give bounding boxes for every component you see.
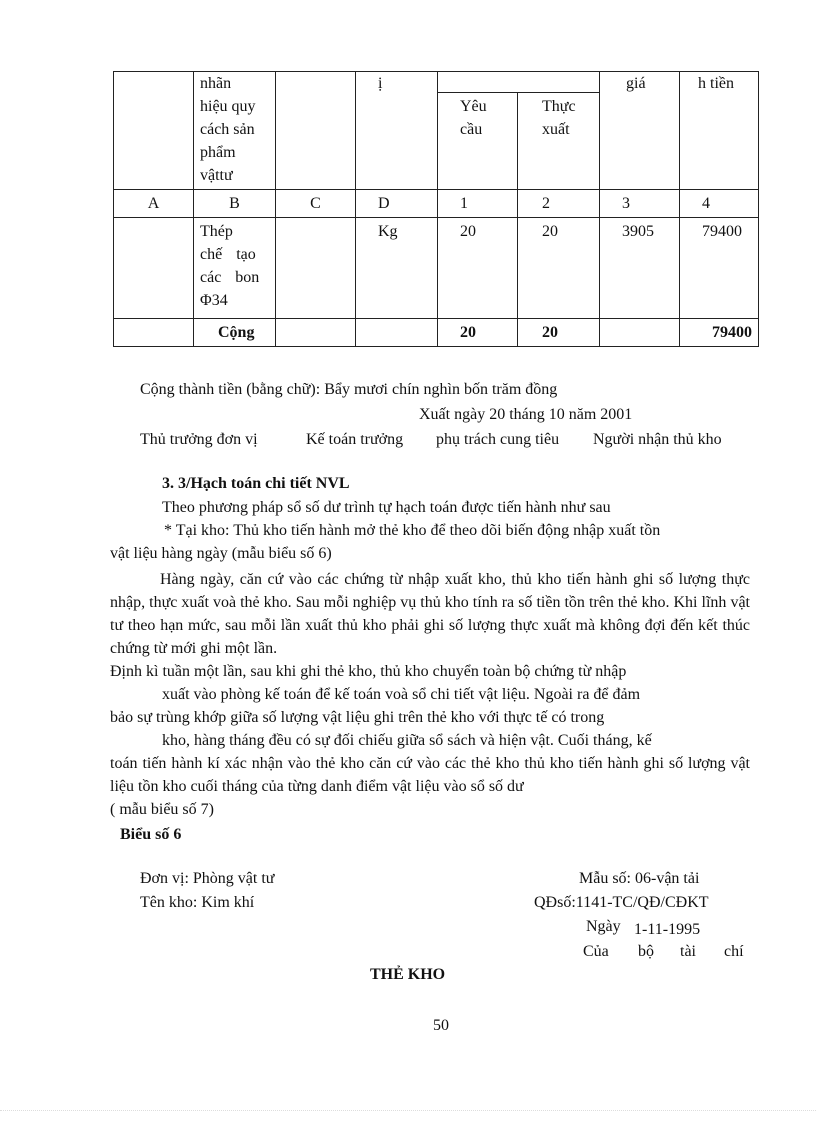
total-cell-blank [600, 319, 680, 347]
code-cell: 3 [600, 190, 680, 218]
item-cell-blank [114, 218, 194, 319]
text-line: xuất vào phòng kế toán để kế toán voà sổ chi tiết vật liệu. Ngoài ra để đảm [162, 686, 641, 703]
table-code-row [114, 190, 759, 218]
code-cell: 4 [680, 190, 759, 218]
total-cell-blank [114, 319, 194, 347]
header-cell-unit [356, 72, 438, 190]
header-text: xuất [542, 121, 570, 139]
header-text: h tiền [698, 75, 734, 92]
signature-receiver: Người nhận thủ kho [593, 431, 722, 448]
total-amount-cell: 79400 [680, 319, 759, 347]
header-text: Thực [542, 98, 576, 116]
decision-number: QĐsố:1141-TC/QĐ/CĐKT [534, 894, 709, 911]
ministry-word: chí [724, 943, 744, 960]
issue-date: Xuất ngày 20 tháng 10 năm 2001 [419, 406, 633, 423]
ministry-word: tài [680, 943, 696, 960]
form-code: Mẫu số: 06-vận tải [579, 870, 700, 887]
section-heading: 3. 3/Hạch toán chi tiết NVL [162, 475, 350, 492]
item-cell-blank [276, 218, 356, 319]
ministry-word: Của [583, 943, 609, 960]
text-line: ( mẫu biểu số 7) [110, 801, 214, 818]
header-cell-price [600, 72, 680, 190]
item-amount-cell: 79400 [680, 218, 759, 319]
text-line: bảo sự trùng khớp giữa số lượng vật liệu ghi trên thẻ kho với thực tế có trong [110, 709, 605, 726]
code-cell: B [194, 190, 276, 218]
decision-date-label: Ngày [586, 918, 621, 935]
header-text: nhãn [200, 75, 232, 92]
text-line: Theo phương pháp sổ số dư trình tự hạch toán được tiến hành như sau [162, 499, 611, 516]
signature-chief-accountant: Kế toán trưởng [306, 431, 404, 448]
header-text: phẩm [200, 144, 236, 161]
item-name-cell [194, 218, 276, 319]
page-number: 50 [433, 1017, 449, 1034]
item-name-line: Φ34 [200, 292, 228, 309]
paragraph: Hàng ngày, căn cứ vào các chứng từ nhập xuất kho, thủ kho tiến hành ghi số lượng thực nhập, thực xuất voà thẻ kho. Sau mỗi nghiệp vụ thủ kho tính ra số tiền tồn trên thẻ kho. Khi lĩnh vật tư theo hạn mức, sau mỗi lần xuất thủ kho phải ghi số lượng thực xuất mà không đợi đến kết thúc chứng từ mới ghi một lần. [110, 571, 750, 657]
header-text: giá [626, 75, 646, 92]
text-line: vật liệu hàng ngày (mẫu biểu số 6) [110, 545, 332, 562]
page-edge-divider [0, 1110, 816, 1111]
ministry-word: bộ [638, 943, 654, 960]
table-total-row [114, 319, 759, 347]
code-cell: A [114, 190, 194, 218]
header-cell-requested [438, 93, 518, 190]
code-cell: 1 [438, 190, 518, 218]
header-cell-quantity [438, 72, 600, 93]
header-text: cầu [460, 121, 483, 139]
header-cell-name [194, 72, 276, 190]
item-price-cell: 3905 [600, 218, 680, 319]
text-line: kho, hàng tháng đều có sự đối chiếu giữa sổ sách và hiện vật. Cuối tháng, kế [162, 732, 652, 749]
total-issued-cell: 20 [518, 319, 600, 347]
item-name-line: chế tạo [200, 246, 256, 263]
total-cell-blank [276, 319, 356, 347]
stock-card-title: THẺ KHO [370, 966, 446, 983]
total-cell-blank [356, 319, 438, 347]
signature-director: Thủ trưởng đơn vị [140, 431, 258, 448]
item-name-line: Thép [200, 223, 233, 240]
header-text: vậttư [200, 167, 233, 184]
header-text: ị [378, 75, 383, 92]
signature-supply-manager: phụ trách cung tiêu [436, 431, 560, 448]
header-cell-a [114, 72, 194, 190]
total-requested-cell: 20 [438, 319, 518, 347]
item-name-line: các bon [200, 269, 260, 286]
code-cell: 2 [518, 190, 600, 218]
header-cell-c [276, 72, 356, 190]
unit-label: Đơn vị: Phòng vật tư [140, 870, 275, 887]
table-row [114, 218, 759, 319]
amount-in-words: Cộng thành tiền (bằng chữ): Bẩy mươi chín nghìn bốn trăm đồng [140, 381, 558, 398]
item-unit-cell: Kg [356, 218, 438, 319]
header-text: hiệu quy [200, 98, 256, 115]
decision-date-value: 1-11-1995 [634, 921, 701, 938]
table-header-row [114, 72, 759, 93]
item-requested-cell: 20 [438, 218, 518, 319]
item-issued-cell: 20 [518, 218, 600, 319]
total-label-cell: Cộng [194, 319, 276, 347]
form-number-heading: Biểu số 6 [120, 826, 182, 843]
issue-slip-table [113, 71, 759, 347]
paragraph: toán tiến hành kí xác nhận vào thẻ kho căn cứ vào các thẻ kho thủ kho tiến hành ghi số lượng vật liệu tồn kho cuối tháng của từng danh điểm vật liệu vào sổ số dư [110, 755, 750, 795]
header-text: Yêu [460, 98, 487, 116]
text-line: * Tại kho: Thủ kho tiến hành mở thẻ kho để theo dõi biến động nhập xuất tồn [164, 522, 661, 539]
header-text: cách sản [200, 121, 255, 138]
code-cell: C [276, 190, 356, 218]
warehouse-label: Tên kho: Kim khí [140, 894, 255, 911]
code-cell: D [356, 190, 438, 218]
header-cell-issued [518, 93, 600, 190]
text-line: Định kì tuần một lần, sau khi ghi thẻ kho, thủ kho chuyển toàn bộ chứng từ nhập [110, 663, 627, 680]
header-cell-amount [680, 72, 759, 190]
